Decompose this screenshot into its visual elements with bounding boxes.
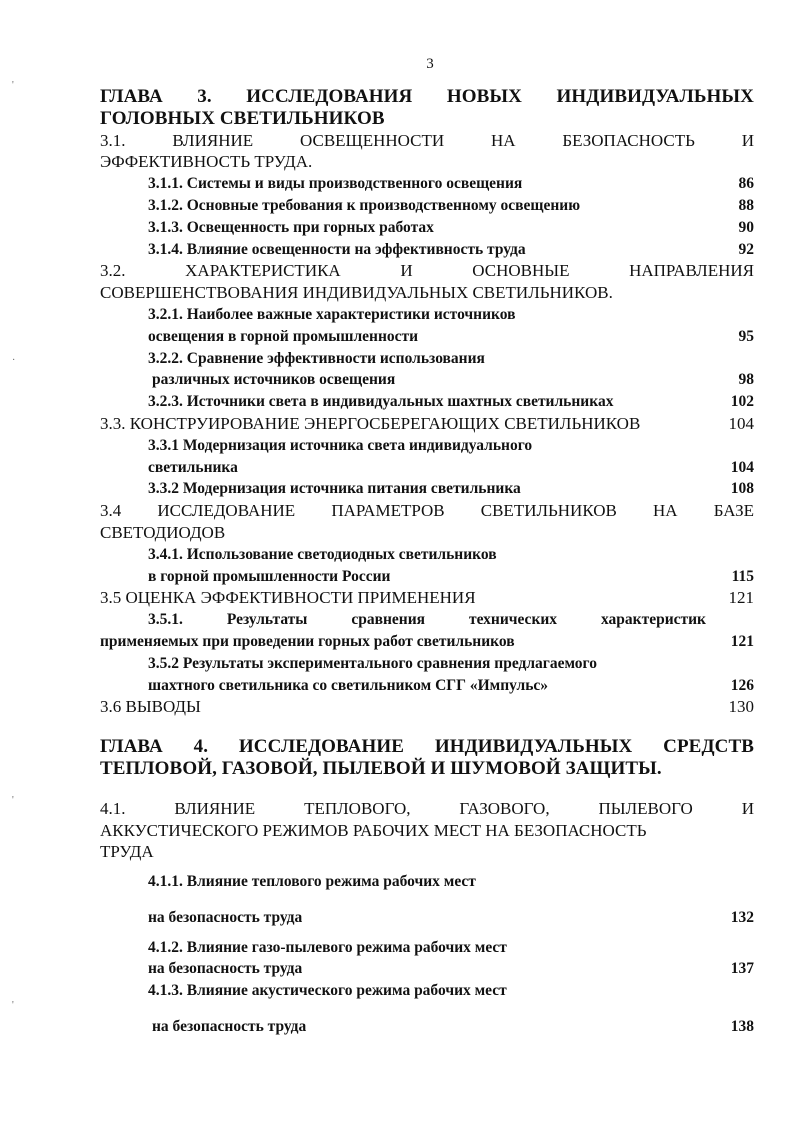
chapter-3-title: ГЛАВА 3. ИССЛЕДОВАНИЯ НОВЫХ ИНДИВИДУАЛЬНЫХ [100,86,754,107]
toc-entry-page: 130 [728,697,754,717]
toc-entry-4-1-3-cont [100,1016,754,1038]
toc-entry-page: 138 [730,1018,754,1036]
toc-entry-text: 3.3. КОНСТРУИРОВАНИЕ ЭНЕРГОСБЕРЕГАЮЩИХ СВЕТИЛЬНИКОВ [100,413,641,433]
chapter-4-title-cont: ТЕПЛОВОЙ, ГАЗОВОЙ, ПЫЛЕВОЙ И ШУМОВОЙ ЗАЩИТЫ. [100,757,662,779]
section-4-1-heading-cont: АККУСТИЧЕСКОГО РЕЖИМОВ РАБОЧИХ МЕСТ НА БЕЗОПАСНОСТЬ [100,820,647,840]
toc-entry-text: 3.5 ОЦЕНКА ЭФФЕКТИВНОСТИ ПРИМЕНЕНИЯ [100,588,476,608]
toc-entry-page: 121 [728,588,754,608]
chapter-4-title: ГЛАВА 4. ИССЛЕДОВАНИЕ ИНДИВИДУАЛЬНЫХ СРЕДСТВ [100,736,754,758]
spacer [100,718,754,736]
toc-entry-text: на безопасность труда [148,960,303,978]
toc-entry-3-1-2 [100,195,754,217]
toc-entry-page: 115 [731,567,754,585]
toc-entry-3-2-1-cont [100,326,754,348]
scan-speck: ' [12,80,14,91]
section-3-3-heading [100,413,754,435]
toc-entry-page: 121 [730,632,754,650]
spacer [100,780,754,798]
section-4-1-heading-cont2: ТРУДА [100,842,154,862]
scan-speck: · [12,355,16,366]
toc-entry-3-5-1: 3.5.1. Результаты сравнения технических характеристик [148,611,706,629]
toc-entry-3-3-2 [100,478,754,500]
toc-entry-page: 104 [728,413,754,433]
toc-entry-text: 3.3.2 Модернизация источника питания светильника [148,480,521,498]
toc-entry-3-4-1: 3.4.1. Использование светодиодных светильников [148,545,497,563]
section-3-6-heading [100,696,754,718]
scan-speck: ' [12,795,14,806]
toc-entry-text: освещения в горной промышленности [148,327,419,345]
toc-entry-page: 102 [730,393,754,411]
toc-entry-4-1-2: 4.1.2. Влияние газо-пылевого режима рабочих мест [148,938,507,956]
toc-entry-3-1-4 [100,239,754,261]
spacer [100,893,754,907]
toc-entry-text: 3.6 ВЫВОДЫ [100,697,201,717]
toc-entry-page: 88 [738,196,754,214]
spacer [100,929,754,937]
toc-entry-text: на безопасность труда [152,1018,307,1036]
toc-entry-page: 92 [738,240,754,258]
section-3-1-heading-cont: ЭФФЕКТИВНОСТЬ ТРУДА. [100,152,313,172]
toc-entry-page: 126 [730,676,754,694]
toc-entry-text: светильника [148,458,238,476]
section-3-1-heading: 3.1. ВЛИЯНИЕ ОСВЕЩЕННОСТИ НА БЕЗОПАСНОСТЬ И [100,130,754,150]
toc-entry-3-3-1: 3.3.1 Модернизация источника света индивидуального [148,436,533,454]
toc-entry-text: шахтного светильника со светильником СГГ «Импульс» [148,676,549,694]
toc-entry-3-2-2: 3.2.2. Сравнение эффективности использования [148,349,485,367]
section-3-2-heading-cont: СОВЕРШЕНСТВОВАНИЯ ИНДИВИДУАЛЬНЫХ СВЕТИЛЬНИКОВ. [100,283,613,303]
toc-entry-text: 3.1.4. Влияние освещенности на эффективность труда [148,240,526,258]
toc-entry-3-5-2: 3.5.2 Результаты экспериментального сравнения предлагаемого [148,654,597,672]
toc-entry-page: 132 [730,908,754,926]
toc-entry-page: 90 [738,218,754,236]
toc-entry-text: на безопасность труда [148,908,303,926]
toc-entry-text: применяемых при проведении горных работ светильников [100,632,515,650]
toc-entry-text: различных источников освещения [152,371,396,389]
toc-entry-text: в горной промышленности России [148,567,391,585]
toc-entry-3-2-1: 3.2.1. Наиболее важные характеристики источников [148,305,516,323]
toc-entry-3-3-1-cont [100,457,754,479]
toc-entry-4-1-1-cont [100,907,754,929]
toc-entry-page: 95 [738,327,754,345]
toc-entry-text: 3.1.1. Системы и виды производственного освещения [148,175,523,193]
toc-entry-3-2-3 [100,391,754,413]
toc-entry-text: 3.1.3. Освещенность при горных работах [148,218,434,236]
toc-entry-3-1-3 [100,217,754,239]
toc-entry-3-5-1-cont [100,631,754,653]
toc-entry-page: 104 [730,458,754,476]
table-of-contents [100,86,754,1038]
section-3-4-heading-cont: СВЕТОДИОДОВ [100,522,226,542]
section-4-1-heading: 4.1. ВЛИЯНИЕ ТЕПЛОВОГО, ГАЗОВОГО, ПЫЛЕВОГО И [100,798,754,818]
toc-entry-4-1-1: 4.1.1. Влияние теплового режима рабочих мест [148,873,476,891]
toc-entry-page: 108 [730,480,754,498]
spacer [100,1002,754,1016]
section-3-4-heading: 3.4 ИССЛЕДОВАНИЕ ПАРАМЕТРОВ СВЕТИЛЬНИКОВ НА БАЗЕ [100,501,754,521]
toc-entry-page: 137 [730,960,754,978]
scan-speck: ' [12,1000,14,1011]
toc-entry-page: 86 [738,175,754,193]
toc-entry-3-1-1 [100,173,754,195]
page-number: 3 [426,56,434,72]
toc-entry-3-2-2-cont [100,369,754,391]
toc-entry-4-1-2-cont [100,958,754,980]
toc-entry-3-5-2-cont [100,675,754,697]
toc-entry-4-1-3: 4.1.3. Влияние акустического режима рабочих мест [148,982,507,1000]
spacer [100,863,754,871]
toc-entry-text: 3.1.2. Основные требования к производственному освещению [148,196,581,214]
toc-entry-text: 3.2.3. Источники света в индивидуальных шахтных светильниках [148,393,614,411]
toc-entry-3-4-1-cont [100,566,754,588]
toc-entry-page: 98 [738,371,754,389]
chapter-3-title-cont: ГОЛОВНЫХ СВЕТИЛЬНИКОВ [100,107,385,129]
section-3-2-heading: 3.2. ХАРАКТЕРИСТИКА И ОСНОВНЫЕ НАПРАВЛЕНИЯ [100,261,754,281]
section-3-5-heading [100,587,754,609]
